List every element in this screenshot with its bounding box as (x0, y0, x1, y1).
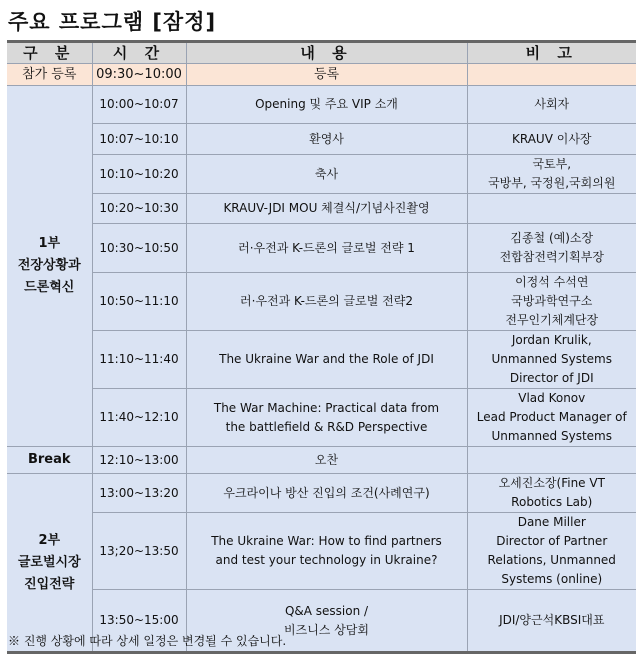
text-line: 전장상황과 (17, 258, 81, 273)
text-line: 이정석 수석연 (515, 275, 589, 289)
time-cell: 10:10~10:20 (92, 155, 186, 194)
table-row (7, 224, 636, 273)
time-cell: 13;20~13:50 (92, 513, 186, 590)
text-line: The Ukraine War and the Role of JDI (219, 352, 434, 366)
text-line: 국방과학연구소 (511, 294, 593, 308)
text-line: Q&A session / (284, 603, 369, 618)
table-row (7, 124, 636, 155)
time-cell: 10:00~10:07 (92, 86, 186, 124)
program-table (7, 40, 636, 654)
header-content: 내 용 (186, 42, 467, 64)
header-time: 시 간 (92, 42, 186, 64)
text-line: 비즈니스 상담회 (284, 622, 369, 637)
section-cell (7, 474, 92, 653)
page-title: 주요 프로그램 [잠정] (8, 10, 217, 34)
table-row (7, 273, 636, 331)
content-cell (186, 86, 467, 124)
text-line: 환영사 (309, 131, 344, 146)
table-row (7, 389, 636, 447)
time-cell: 10:50~11:10 (92, 273, 186, 331)
registration-row (7, 64, 636, 86)
time-cell: 10:07~10:10 (92, 124, 186, 155)
table-header-row (7, 42, 636, 64)
text-line: Director of Partner (496, 534, 608, 548)
note-cell (467, 474, 636, 513)
text-line: 2부 (38, 532, 61, 548)
break-row (7, 447, 636, 474)
text-line: Unmanned Systems (491, 352, 612, 366)
section-cell (7, 86, 92, 447)
content-cell (186, 513, 467, 590)
text-line: Vlad Konov (518, 391, 586, 405)
text-line: Unmanned Systems (491, 429, 612, 443)
table-row (7, 474, 636, 513)
note-cell (467, 124, 636, 155)
note-cell (467, 389, 636, 447)
text-line: Relations, Unmanned (487, 553, 616, 567)
text-line: Systems (online) (501, 572, 603, 586)
note-cell (467, 224, 636, 273)
text-line: 축사 (314, 166, 339, 181)
text-line: The War Machine: Practical data from (213, 400, 440, 415)
note-cell (467, 331, 636, 389)
content-cell: 등록 (186, 64, 467, 86)
text-line: 국토부, (532, 157, 572, 171)
footnote: ※ 진행 상황에 따라 상세 일정은 변경될 수 있습니다. (8, 634, 287, 648)
text-line: 전무인기체계단장 (505, 313, 599, 327)
header-section: 구 분 (7, 42, 92, 64)
section-cell: 참가 등록 (7, 64, 92, 86)
time-cell: 10:30~10:50 (92, 224, 186, 273)
text-line: 글로벌시장 (17, 554, 81, 570)
text-line: Dane Miller (517, 515, 586, 529)
note-cell (467, 590, 636, 653)
content-cell (186, 389, 467, 447)
content-cell (186, 331, 467, 389)
note-cell (467, 194, 636, 224)
section-cell: Break (7, 447, 92, 474)
text-line: Opening 및 주요 VIP 소개 (255, 97, 398, 111)
text-line: Jordan Krulik, (511, 333, 592, 347)
table-row (7, 194, 636, 224)
text-line: 김종철 (예)소장 (510, 231, 594, 245)
text-line: 오세진소장(Fine VT (498, 476, 605, 490)
time-cell: 13:00~13:20 (92, 474, 186, 513)
note-cell (467, 273, 636, 331)
note-cell (467, 64, 636, 86)
content-cell (186, 155, 467, 194)
text-line: Director of JDI (509, 371, 594, 385)
header-note: 비 고 (467, 42, 636, 64)
text-line: 러·우전과 K-드론의 글로벌 전략 1 (238, 240, 415, 255)
text-line: and test your technology in Ukraine? (215, 553, 438, 567)
time-cell: 11:10~11:40 (92, 331, 186, 389)
content-cell (186, 273, 467, 331)
text-line: 러·우전과 K-드론의 글로벌 전략2 (240, 294, 413, 308)
table-row (7, 513, 636, 590)
content-cell (186, 194, 467, 224)
text-line: The Ukraine War: How to find partners (211, 534, 442, 548)
text-line: 전합참전력기획부장 (499, 250, 604, 264)
text-line: KRAUV-JDI MOU 체결식/기념사진촬영 (223, 201, 430, 215)
time-cell: 11:40~12:10 (92, 389, 186, 447)
text-line: 드론혁신 (24, 280, 75, 295)
table-row (7, 86, 636, 124)
text-line: KRAUV 이사장 (511, 131, 592, 146)
time-cell: 12:10~13:00 (92, 447, 186, 474)
note-cell (467, 447, 636, 474)
text-line: 국방부, 국정원,국회의원 (488, 176, 616, 190)
text-line: Lead Product Manager of (476, 410, 627, 424)
time-cell: 10:20~10:30 (92, 194, 186, 224)
content-cell: 오찬 (186, 447, 467, 474)
time-cell: 09:30~10:00 (92, 64, 186, 86)
table-row (7, 155, 636, 194)
content-cell (186, 474, 467, 513)
text-line: 1부 (38, 236, 61, 251)
text-line: 우크라이나 방산 진입의 조건(사례연구) (223, 485, 430, 500)
note-cell (467, 513, 636, 590)
content-cell (186, 224, 467, 273)
time-cell: 13:50~15:00 (92, 590, 186, 653)
text-line: 사회자 (534, 97, 570, 111)
text-line: 진입전략 (24, 576, 75, 592)
table-row (7, 331, 636, 389)
text-line: the battlefield & R&D Perspective (225, 419, 428, 434)
text-line: Robotics Lab) (511, 495, 593, 509)
text-line: JDI/양근석KBSI대표 (499, 613, 605, 627)
note-cell (467, 155, 636, 194)
note-cell (467, 86, 636, 124)
content-cell (186, 124, 467, 155)
